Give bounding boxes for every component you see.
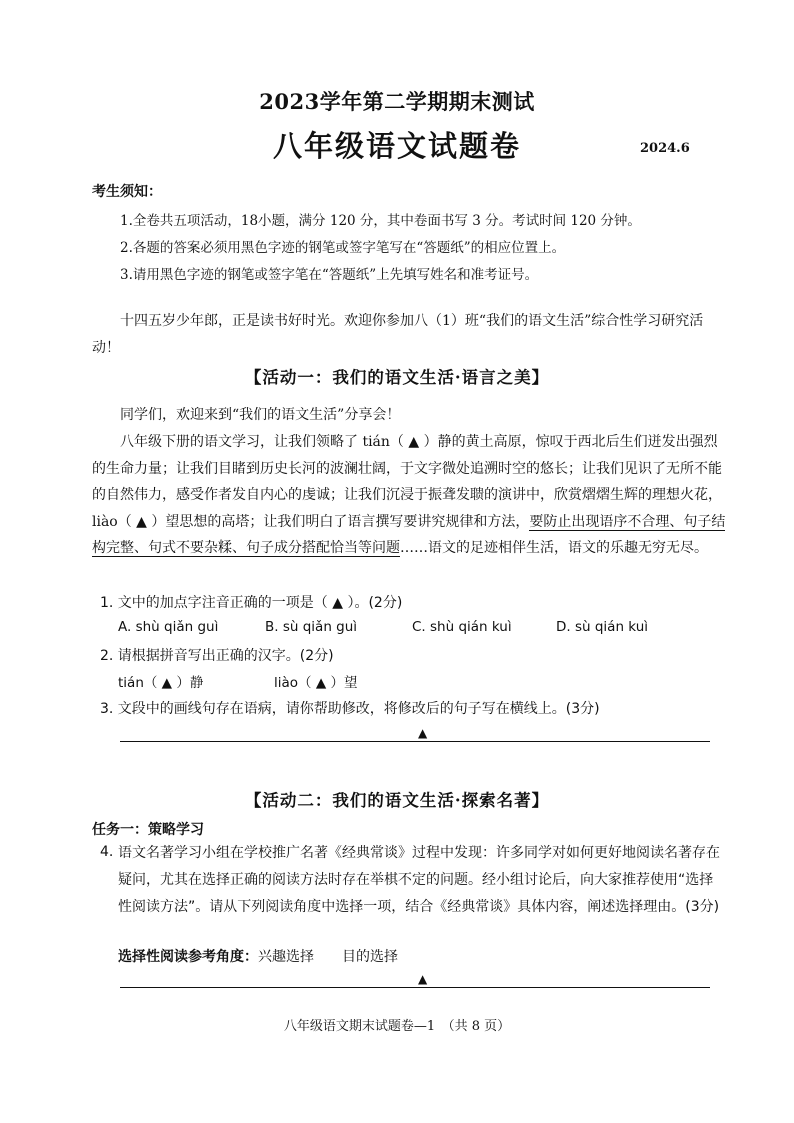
q1-option-c: C. shù qián kuì (412, 619, 512, 635)
notice-heading: 考生须知： (92, 184, 162, 200)
exam-title-line1: 2023学年第二学期期末测试 (259, 89, 535, 114)
reading-angle-label: 选择性阅读参考角度： (118, 949, 258, 965)
notice-item: 3.请用黑色字迹的钢笔或签字笔在“答题纸”上先填写姓名和准考证号。 (120, 267, 539, 283)
question-4-text: 语文名著学习小组在学校推广名著《经典常谈》过程中发现：许多同学对如何更好地阅读名著存在疑问，尤其在选择正确的阅读方法时存在举棋不定的问题。经小组讨论后，向大家推荐使用“选择性阅读方法”。请从下列阅读角度中选择一项，结合《经典常谈》具体内容，阐述选择理由。(3分) (118, 845, 720, 915)
passage-text: 八年级下册的语文学习，让我们领略了 tián（ ▲ ）静的黄土高原，惊叹于西北后生们迸发出强烈的生命力量；让我们目睹到历史长河的波澜壮阔，于文字微处追溯时空的悠长；让我们见识了无所不能的自然伟力，感受作者发自内心的虔诚；让我们沉浸于振聋发聩的演讲中，欣赏熠熠生辉的理想火花，liào（ ▲ ）望思想的高塔；让我们明白了语言撰写要讲究规律和方法， (92, 434, 722, 530)
notice-item: 1.全卷共五项活动，18小题，满分 120 分，其中卷面书写 3 分。考试时间 120 分钟。 (120, 213, 641, 229)
passage-underlined-sentence: 要防止出现语序不合理、句子结构完整、句式不要杂糅、句子成分搭配恰当等问题 (92, 513, 726, 556)
q3-answer-line[interactable] (120, 741, 710, 742)
q1-option-d: D. sù qián kuì (556, 619, 649, 635)
activity1-passage (92, 429, 726, 562)
question-4-number: 4. (100, 844, 114, 860)
exam-date: 2024.6 (640, 141, 690, 156)
exam-title-line2: 八年级语文试题卷 (272, 129, 521, 163)
answer-mark-triangle: ▲ (418, 972, 428, 986)
notice-item: 2.各题的答案必须用黑色字迹的钢笔或签字笔写在“答题纸”的相应位置上。 (120, 240, 566, 256)
reading-angle-interest: 兴趣选择 (258, 949, 314, 965)
q1-option-b: B. sù qiǎn guì (265, 619, 358, 635)
q2-blank-2[interactable]: liào（ ▲ ）望 (274, 675, 358, 691)
task-1-heading: 任务一：策略学习 (92, 822, 204, 838)
reading-angle-options (118, 946, 398, 966)
page-footer: 八年级语文期末试题卷—1 （共 8 页） (283, 1019, 511, 1034)
intro-paragraph: 十四五岁少年郎，正是读书好时光。欢迎你参加八（1）班“我们的语文生活”综合性学习研究活动！ (92, 313, 704, 356)
answer-mark-triangle: ▲ (418, 726, 428, 740)
q1-option-a: A. shù qiǎn guì (118, 619, 219, 635)
reading-angle-purpose: 目的选择 (342, 949, 398, 965)
activity1-greeting: 同学们，欢迎来到“我们的语文生活”分享会！ (120, 407, 401, 423)
question-1-stem: 1. 文中的加点字注音正确的一项是（ ▲ ）。(2分) (100, 595, 403, 611)
activity2-title: 【活动二：我们的语文生活·探索名著】 (244, 791, 550, 810)
activity1-title: 【活动一：我们的语文生活·语言之美】 (244, 368, 550, 387)
passage-text: ……语文的足迹相伴生活，语文的乐趣无穷无尽。 (400, 540, 708, 556)
question-3-stem: 3. 文段中的画线句存在语病，请你帮助修改，将修改后的句子写在横线上。(3分) (100, 701, 600, 717)
q4-answer-line[interactable] (120, 987, 710, 988)
q2-blank-1[interactable]: tián（ ▲ ）静 (118, 675, 204, 691)
question-2-stem: 2. 请根据拼音写出正确的汉字。(2分) (100, 648, 334, 664)
